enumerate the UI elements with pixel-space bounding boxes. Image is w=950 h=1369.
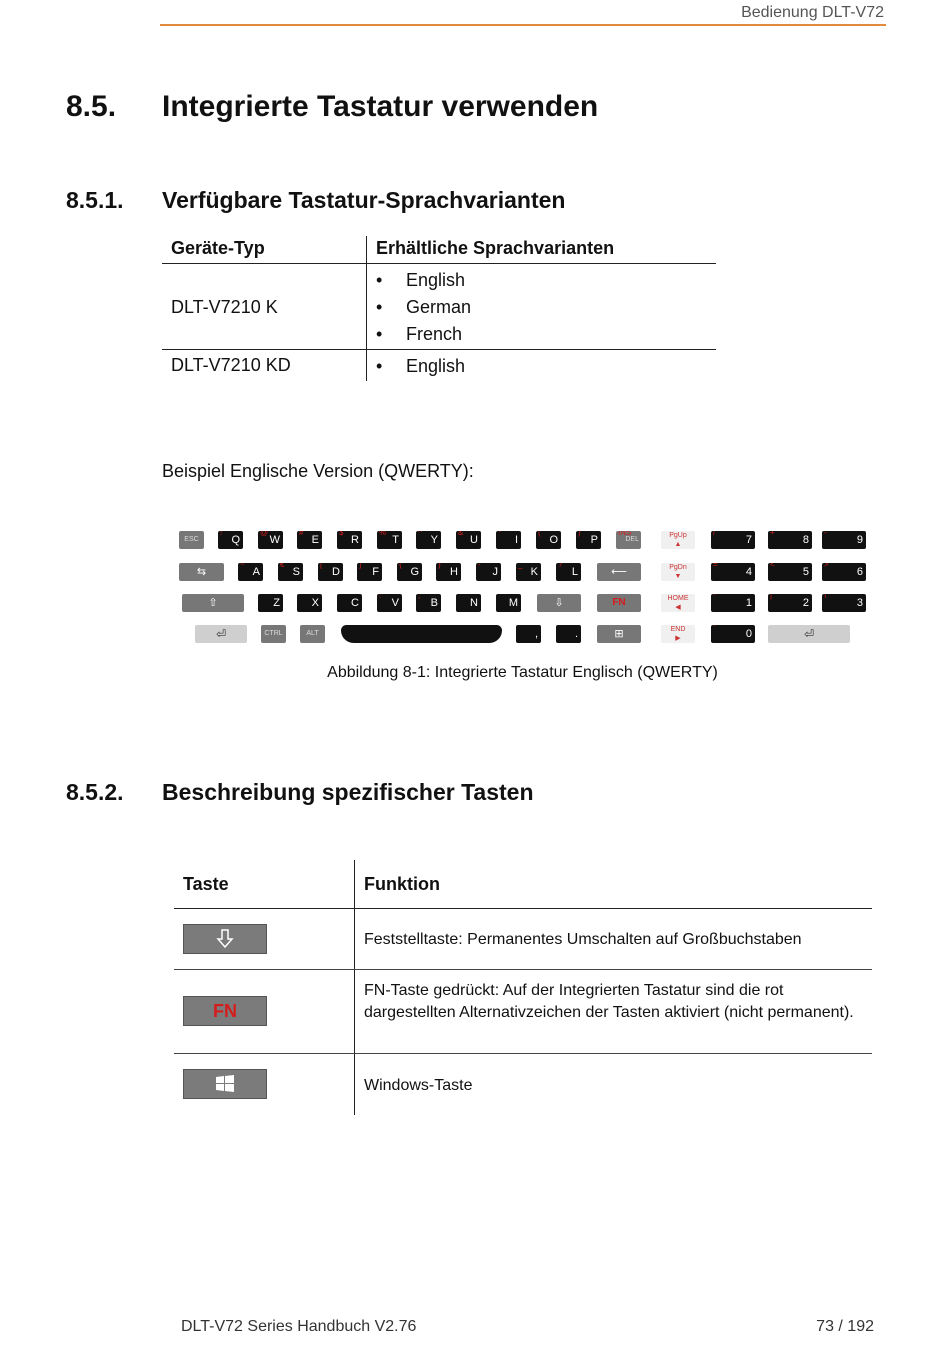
tab-key-icon: ⇆ [179, 563, 224, 581]
key-esc: ESC [179, 531, 204, 549]
key-x: X [297, 594, 322, 612]
key-l: ? L [556, 563, 581, 581]
key-o: ( O [536, 531, 561, 549]
table-cell-function: Feststelltaste: Permanentes Umschalten auf Großbuchstaben [364, 931, 802, 948]
example-text: Beispiel Englische Version (QWERTY): [162, 461, 474, 481]
key-s: € S [278, 563, 303, 581]
key-w: @ W [258, 531, 283, 549]
key-z: Z [258, 594, 283, 612]
shift-arrow-icon: ⇧ [182, 594, 244, 612]
backspace-arrow-icon: ⟵ [597, 563, 641, 581]
windows-logo-icon [214, 1074, 236, 1094]
key-fn: FN [597, 594, 641, 612]
table-header-languages: Erhältliche Sprachvarianten [376, 238, 615, 258]
figure-caption: Abbildung 8-1: Integrierte Tastatur Englisch (QWERTY) [327, 664, 718, 681]
key-g: { G [397, 563, 422, 581]
table-column-divider [354, 860, 355, 1115]
device-type: DLT-V7210 K [171, 297, 278, 317]
key-del: INS DEL [616, 531, 641, 549]
table-cell-function: Windows-Taste [364, 1077, 473, 1094]
key-pgup: PgUp ▲ [661, 531, 695, 549]
list-item: • English [376, 270, 466, 290]
key-6: > 6 [822, 563, 866, 581]
subsection-number: 8.5.2. [66, 779, 124, 805]
windows-key-image [183, 1069, 267, 1099]
key-i: * I [496, 531, 521, 549]
key-j: - J [476, 563, 501, 581]
key-8: + 8 [768, 531, 812, 549]
subsection-title: Verfügbare Tastatur-Sprachvarianten [162, 187, 566, 213]
table-rule [162, 349, 716, 350]
table-header-function: Funktion [364, 874, 440, 894]
key-t: % T [377, 531, 402, 549]
table-header-key: Taste [183, 874, 229, 894]
key-c: C [337, 594, 362, 612]
key-v: : V [377, 594, 402, 612]
key-alt: ALT [300, 625, 325, 643]
caps-lock-arrow-icon [215, 928, 235, 950]
table-rule [174, 1053, 872, 1054]
key-r: $ R [337, 531, 362, 549]
key-f: ] F [357, 563, 382, 581]
key-3: \ 3 [822, 594, 866, 612]
table-rule [162, 263, 716, 264]
table-column-divider [366, 236, 367, 381]
key-q: ! Q [218, 531, 243, 549]
keyboard-figure [170, 525, 870, 650]
enter-arrow-icon: ⏎ [195, 625, 247, 643]
footer-manual-title: DLT-V72 Series Handbuch V2.76 [181, 1318, 417, 1335]
key-4: = 4 [711, 563, 755, 581]
key-p: ) P [576, 531, 601, 549]
key-a: ~ A [238, 563, 263, 581]
list-item: • German [376, 297, 472, 317]
key-home: HOME ◀ [661, 594, 695, 612]
fn-key-image: FN [183, 996, 267, 1026]
subsection-number: 8.5.1. [66, 187, 124, 213]
key-5: < 5 [768, 563, 812, 581]
key-n: ' N [456, 594, 481, 612]
key-ctrl: CTRL [261, 625, 286, 643]
table-cell-function: FN-Taste gedrückt: Auf der Integrierten Tastatur sind die rot dargestellten Alternativzeichen der Tasten aktiviert (nicht permanent). [364, 982, 854, 1021]
key-period: . [556, 625, 581, 643]
space-bar [341, 625, 502, 643]
key-1: * 1 [711, 594, 755, 612]
windows-logo-icon: ⊞ [597, 625, 641, 643]
subsection-title: Beschreibung spezifischer Tasten [162, 779, 534, 805]
key-d: [ D [318, 563, 343, 581]
key-u: & U [456, 531, 481, 549]
key-k: _ K [516, 563, 541, 581]
list-item: • English [376, 356, 466, 376]
key-e: # E [297, 531, 322, 549]
key-y: ^ Y [416, 531, 441, 549]
key-7: / 7 [711, 531, 755, 549]
key-b: ; B [416, 594, 441, 612]
list-item: • French [376, 324, 463, 344]
key-m: " M [496, 594, 521, 612]
key-h: } H [436, 563, 461, 581]
table-rule [174, 969, 872, 970]
table-header-device: Geräte-Typ [171, 238, 265, 258]
key-pgdn: PgDn ▼ [661, 563, 695, 581]
key-9: - 9 [822, 531, 866, 549]
header-rule [160, 24, 886, 26]
key-comma: , [516, 625, 541, 643]
device-type: DLT-V7210 KD [171, 355, 291, 375]
key-2: | 2 [768, 594, 812, 612]
section-title: Integrierte Tastatur verwenden [162, 90, 599, 123]
table-rule [174, 908, 872, 909]
page-number: 73 / 192 [816, 1318, 874, 1335]
caps-lock-key-image [183, 924, 267, 954]
caps-lock-arrow-icon: ⇩ [537, 594, 581, 612]
running-header: Bedienung DLT-V72 [741, 4, 884, 21]
enter-arrow-icon: ⏎ [768, 625, 850, 643]
section-number: 8.5. [66, 90, 117, 123]
key-0: * 0 [711, 625, 755, 643]
key-end: END ▶ [661, 625, 695, 643]
